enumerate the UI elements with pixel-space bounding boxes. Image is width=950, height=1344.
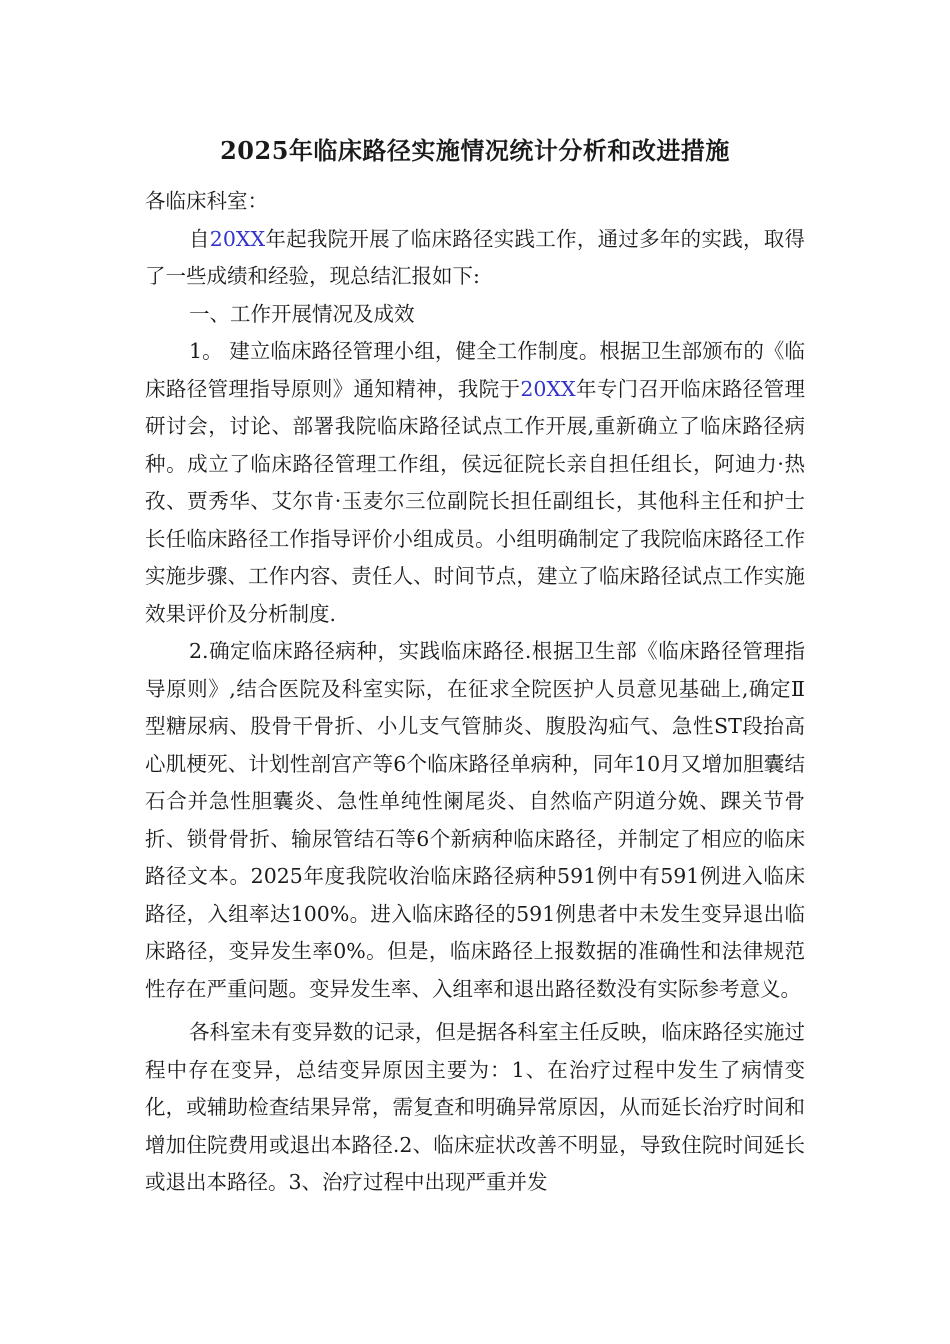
- intro-prefix: 自: [189, 226, 210, 251]
- intro-paragraph: [145, 221, 805, 296]
- intro-suffix: 年起我院开展了临床路径实践工作，通过多年的实践，取得了一些成绩和经验，现总结汇报如下:: [145, 226, 806, 288]
- item1-text-part2: 年专门召开临床路径管理研讨会，讨论、部署我院临床路径试点工作开展,重新确立了临床路径病种。成立了临床路径管理工作组，侯远征院长亲自担任组长，阿迪力·热孜、贾秀华、艾尔肯·玉麦尔三位副院长担任副组长，其他科主任和护士长任临床路径工作指导评价小组成员。小组明确制定了我院临床路径工作实施步骤、工作内容、责任人、时间节点，建立了临床路径试点工作实施效果评价及分析制度.: [145, 376, 806, 626]
- salutation: 各临床科室：: [145, 189, 268, 213]
- section-heading: 一、工作开展情况及成效: [189, 301, 415, 326]
- document-body: [145, 183, 805, 1202]
- intro-year: 20XX: [209, 226, 266, 251]
- item1-paragraph: [145, 333, 805, 633]
- document-title: 2025年临床路径实施情况统计分析和改进措施: [220, 136, 730, 165]
- item2-paragraph: 2.确定临床路径病种，实践临床路径.根据卫生部《临床路径管理指导原则》,结合医院及科室实际，在征求全院医护人员意见基础上,确定Ⅱ型糖尿病、股骨干骨折、小儿支气管肺炎、腹股沟疝气、急性ST段抬高心肌梗死、计划性剖宫产等6个临床路径单病种，同年10月又增加胆囊结石合并急性胆囊炎、急性单纯性阑尾炎、自然临产阴道分娩、踝关节骨折、锁骨骨折、输尿管结石等6个新病种临床路径，并制定了相应的临床路径文本。2025年度我院收治临床路径病种591例中有591例进入临床路径，入组率达100%。进入临床路径的591例患者中未发生变异退出临床路径，变异发生率0%。但是，临床路径上报数据的准确性和法律规范性存在严重问题。变异发生率、入组率和退出路径数没有实际参考意义。: [145, 639, 805, 1001]
- item1-year: 20XX: [520, 376, 576, 401]
- variance-paragraph: 各科室未有变异数的记录，但是据各科室主任反映，临床路径实施过程中存在变异，总结变异原因主要为：1、在治疗过程中发生了病情变化，或辅助检查结果异常，需复查和明确异常原因，从而延长治疗时间和增加住院费用或退出本路径.2、临床症状改善不明显，导致住院时间延长或退出本路径。3、治疗过程中出现严重并发: [145, 1020, 805, 1194]
- item1-text-part1: 1。 建立临床路径管理小组，健全工作制度。根据卫生部颁布的《临床路径管理指导原则》通知精神，我院于: [145, 339, 805, 401]
